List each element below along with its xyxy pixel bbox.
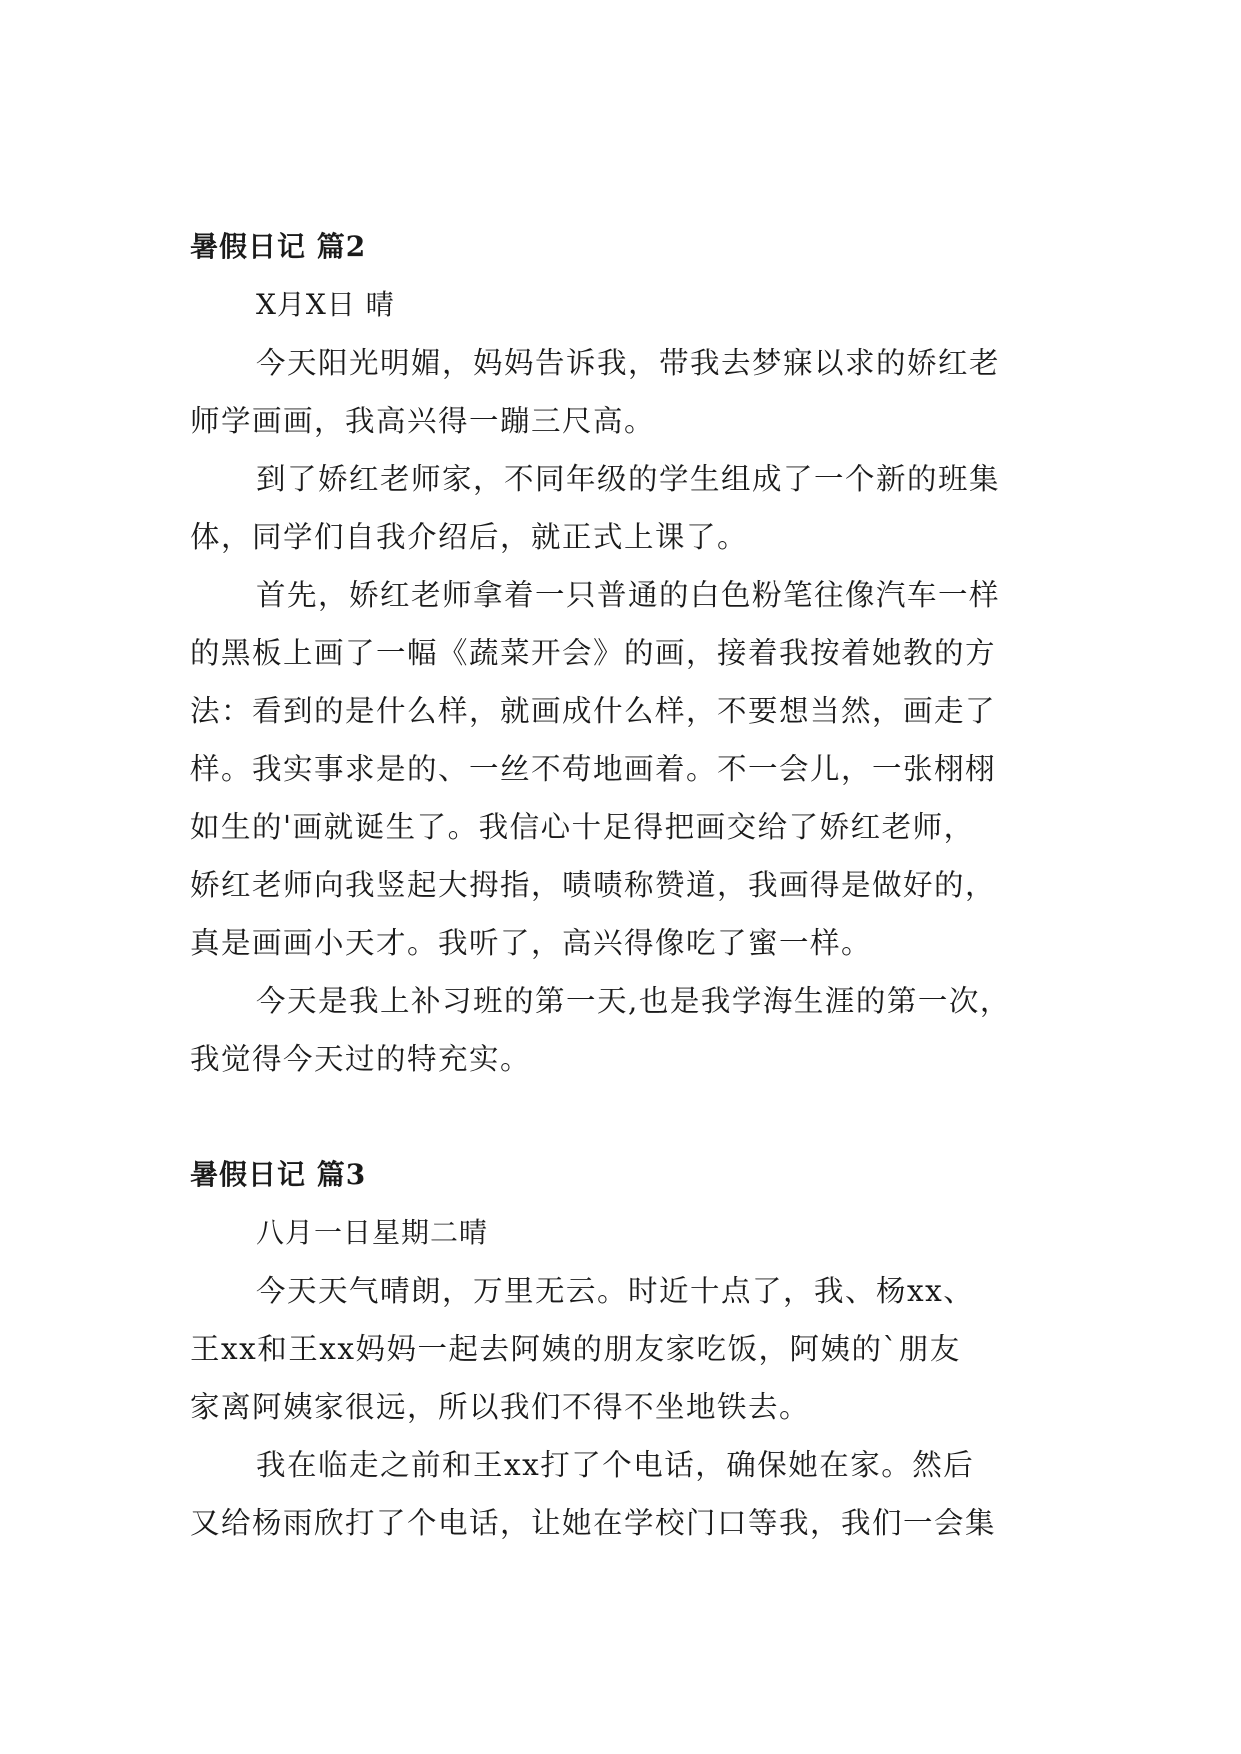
paragraph — [190, 566, 1060, 972]
text-line: 今天天气晴朗，万里无云。时近十点了，我、杨xx、 — [256, 1274, 975, 1308]
text-line: 我在临走之前和王xx打了个电话，确保她在家。然后 — [256, 1448, 975, 1482]
text-line: 如生的'画就诞生了。我信心十足得把画交给了娇红老师， — [190, 810, 975, 844]
text-line: 法：看到的是什么样，就画成什么样，不要想当然，画走了 — [190, 694, 997, 728]
text-line: 今天是我上补习班的第一天,也是我学海生涯的第一次， — [256, 984, 1011, 1018]
diary-entry-3 — [190, 1146, 1060, 1552]
paragraph — [190, 450, 1060, 566]
diary-entry-2 — [190, 218, 1060, 1088]
text-line: 样。我实事求是的、一丝不苟地画着。不一会儿，一张栩栩 — [190, 752, 997, 786]
paragraph — [190, 1436, 1060, 1552]
text-line: 真是画画小天才。我听了，高兴得像吃了蜜一样。 — [190, 926, 873, 960]
text-line: 体，同学们自我介绍后，就正式上课了。 — [190, 520, 749, 554]
text-line: 今天阳光明媚，妈妈告诉我，带我去梦寐以求的娇红老 — [256, 346, 1001, 380]
text-line: 首先，娇红老师拿着一只普通的白色粉笔往像汽车一样 — [256, 578, 1001, 612]
entry-heading: 暑假日记 篇2 — [190, 230, 367, 263]
text-line: 王xx和王xx妈妈一起去阿姨的朋友家吃饭，阿姨的`朋友 — [190, 1332, 961, 1366]
text-line: 娇红老师向我竖起大拇指，啧啧称赞道，我画得是做好的， — [190, 868, 997, 902]
paragraph — [190, 1262, 1060, 1436]
entry-heading: 暑假日记 篇3 — [190, 1158, 367, 1191]
paragraph — [190, 334, 1060, 450]
document-body — [190, 218, 1060, 1552]
paragraph — [190, 972, 1060, 1088]
text-line: 家离阿姨家很远，所以我们不得不坐地铁去。 — [190, 1390, 811, 1424]
text-line: 师学画画，我高兴得一蹦三尺高。 — [190, 404, 656, 438]
text-line: 的黑板上画了一幅《蔬菜开会》的画，接着我按着她教的方 — [190, 636, 997, 670]
entry-dateline: 八月一日星期二晴 — [256, 1216, 489, 1249]
text-line: 又给杨雨欣打了个电话，让她在学校门口等我，我们一会集 — [190, 1506, 997, 1540]
entry-dateline: X月X日 晴 — [256, 288, 395, 321]
text-line: 我觉得今天过的特充实。 — [190, 1042, 532, 1076]
text-line: 到了娇红老师家，不同年级的学生组成了一个新的班集 — [256, 462, 1001, 496]
